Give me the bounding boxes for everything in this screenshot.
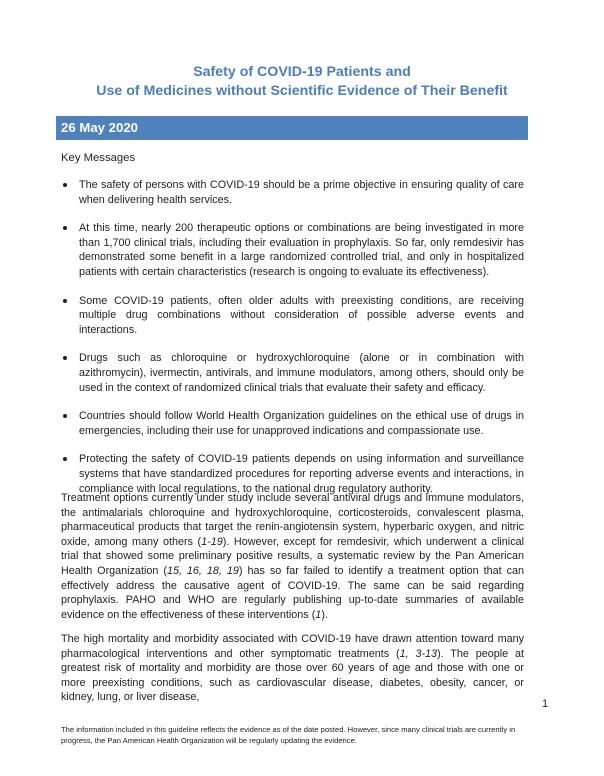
bullet-icon [63,457,67,461]
date-banner [56,116,528,140]
title-line-1: Safety of COVID-19 Patients and [193,64,411,80]
key-messages-heading: Key Messages [61,152,136,164]
citation: 15, 16, 18, 19 [166,564,239,577]
title-line-2: Use of Medicines without Scientific Evidence of Their Benefit [96,83,508,99]
key-message-item [61,452,524,496]
key-message-item [61,409,524,438]
key-messages-list [61,178,524,496]
key-message-text: The safety of persons with COVID-19 should be a prime objective in ensuring quality of care when delivering health services. [79,179,524,206]
date-text: 26 May 2020 [61,120,138,135]
key-message-item [61,351,524,395]
citation: 1-19 [201,535,223,548]
bullet-icon [63,226,67,230]
page-number: 1 [542,698,549,710]
key-message-item [61,221,524,279]
bullet-icon [63,414,67,418]
key-message-item [61,178,524,207]
citation: 1 [315,608,322,621]
citation: 1, 3-13 [399,647,438,660]
bullet-icon [63,299,67,303]
key-message-text: Countries should follow World Health Organization guidelines on the ethical use of drugs in emergencies, including their use for unapproved indications and compassionate use. [79,410,524,437]
footnote: The information included in this guideline reflects the evidence as of the date posted. However, since many clinical trials are currently in progress, the Pan American Health Organization will be regularly updating the evidence. [61,725,516,745]
key-message-text: At this time, nearly 200 therapeutic options or combinations are being investigated in more than 1,700 clinical trials, including their evaluation in prophylaxis. So far, only remdesivir has demonstrated some benefit in a large randomized controlled trial, and only in hospitalized patients with certain characteristics (research is ongoing to evaluate its effectiveness). [79,222,524,278]
document-title [0,63,604,101]
bullet-icon [63,183,67,187]
key-message-text: Some COVID-19 patients, often older adults with preexisting conditions, are receiving multiple drug combinations without consideration of possible adverse events and interactions. [79,294,524,336]
bullet-icon [63,356,67,360]
key-message-text: Protecting the safety of COVID-19 patients depends on using information and surveillance systems that have standardized procedures for reporting adverse events and interactions, in compliance with local regulations, to the national drug regulatory authority. [79,453,524,495]
key-message-text: Drugs such as chloroquine or hydroxychloroquine (alone or in combination with azithromycin), ivermectin, antivirals, and immune modulators, among others, should only be used in the context of randomized clinical trials that evaluate their safety and efficacy. [79,352,524,394]
body-paragraph-2: The high mortality and morbidity associated with COVID-19 have drawn attention toward many pharmacological interventions and other symptomatic treatments (1, 3-13). The people at greatest risk of mortality and morbidity are those over 60 years of age and those with one or more preexisting conditions, such as cardiovascular disease, diabetes, obesity, cancer, or kidney, lung, or liver disease, [61,633,524,704]
body-paragraph-1: Treatment options currently under study include several antiviral drugs and immune modulators, the antimalarials chloroquine and hydroxychloroquine, corticosteroids, convalescent plasma, pharmaceutical products that target the renin-angiotensin system, hyperbaric oxygen, and nitric oxide, among many others (1-19). However, except for remdesivir, which underwent a clinical trial that showed some preliminary positive results, a systematic review by the Pan American Health Organization (15, 16, 18, 19) has so far failed to identify a treatment option that can effectively address the causative agent of COVID-19. The same can be said regarding prophylaxis. PAHO and WHO are regularly publishing up-to-date summaries of available evidence on the effectiveness of these interventions (1). [61,492,525,621]
key-message-item [61,294,524,338]
